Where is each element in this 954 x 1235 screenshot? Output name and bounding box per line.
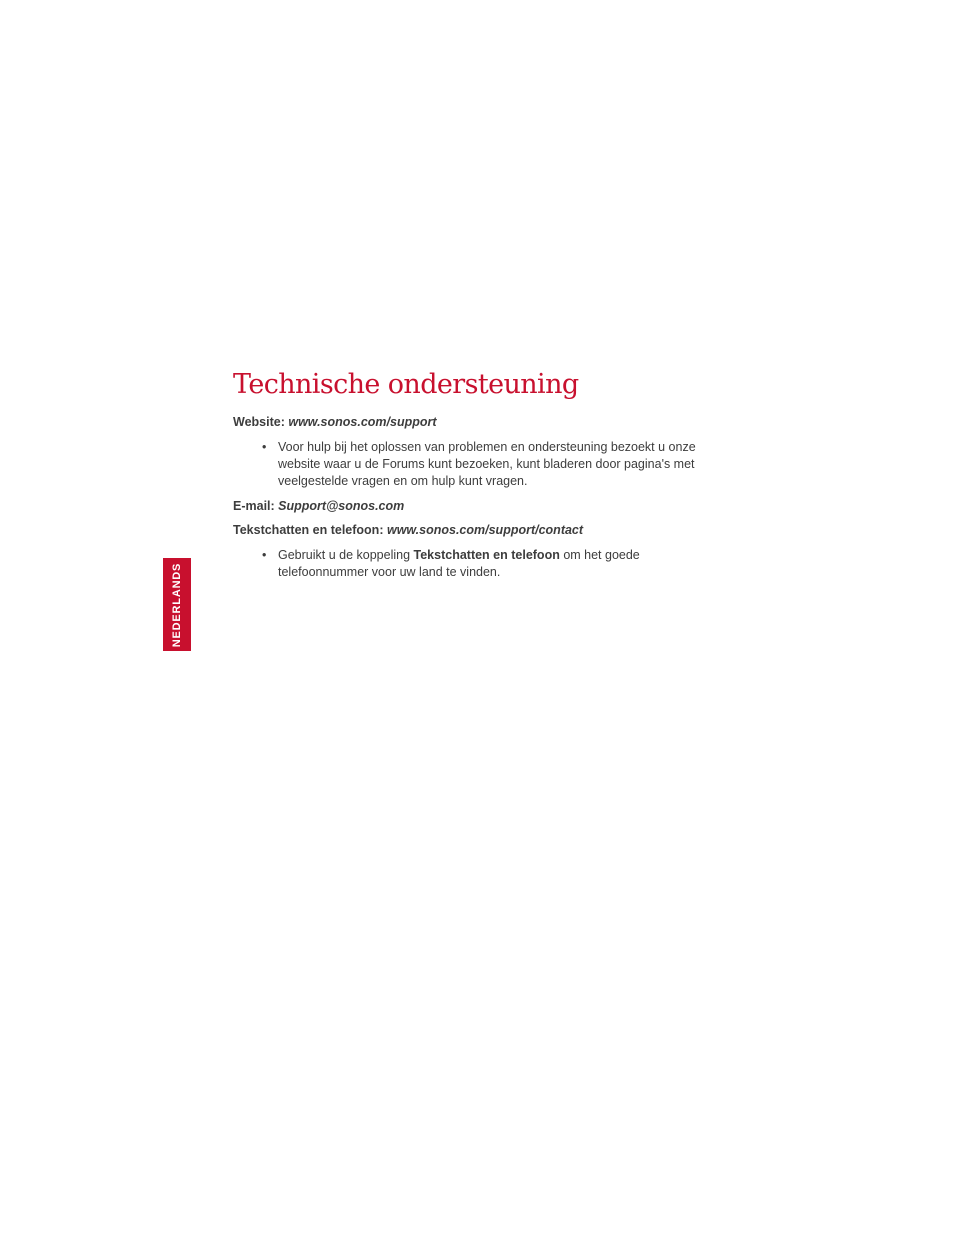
chat-bullet-list [233,547,713,581]
bullet-icon: • [262,548,267,562]
list-item [262,439,713,490]
email-line [233,498,713,515]
email-link[interactable]: Support@sonos.com [278,499,405,513]
chat-bullet-text-after: om het goede telefoonnummer voor uw land te vinden. [278,548,640,579]
website-bullet-text: Voor hulp bij het oplossen van problemen en ondersteuning bezoekt u onze website waar u de Forums kunt bezoeken, kunt bladeren door pagina's met veelgestelde vragen en om hulp kunt vragen. [278,440,696,488]
bullet-icon: • [262,440,267,454]
chat-bullet-link-name: Tekstchatten en telefoon [413,548,560,562]
support-section [233,364,713,589]
email-label: E-mail: [233,499,275,513]
chat-bullet-text-before: Gebruikt u de koppeling [278,548,414,562]
website-link[interactable]: www.sonos.com/support [288,415,437,429]
language-side-tab [163,558,191,651]
chat-label: Tekstchatten en telefoon: [233,523,384,537]
chat-link[interactable]: www.sonos.com/support/contact [386,523,584,537]
website-bullet-list [233,439,713,490]
website-line [233,414,713,431]
language-tab-label: NEDERLANDS [171,562,183,647]
list-item [262,547,713,581]
website-label: Website: [233,415,285,429]
page-title: Technische ondersteuning [233,369,579,400]
chat-line [233,522,713,539]
